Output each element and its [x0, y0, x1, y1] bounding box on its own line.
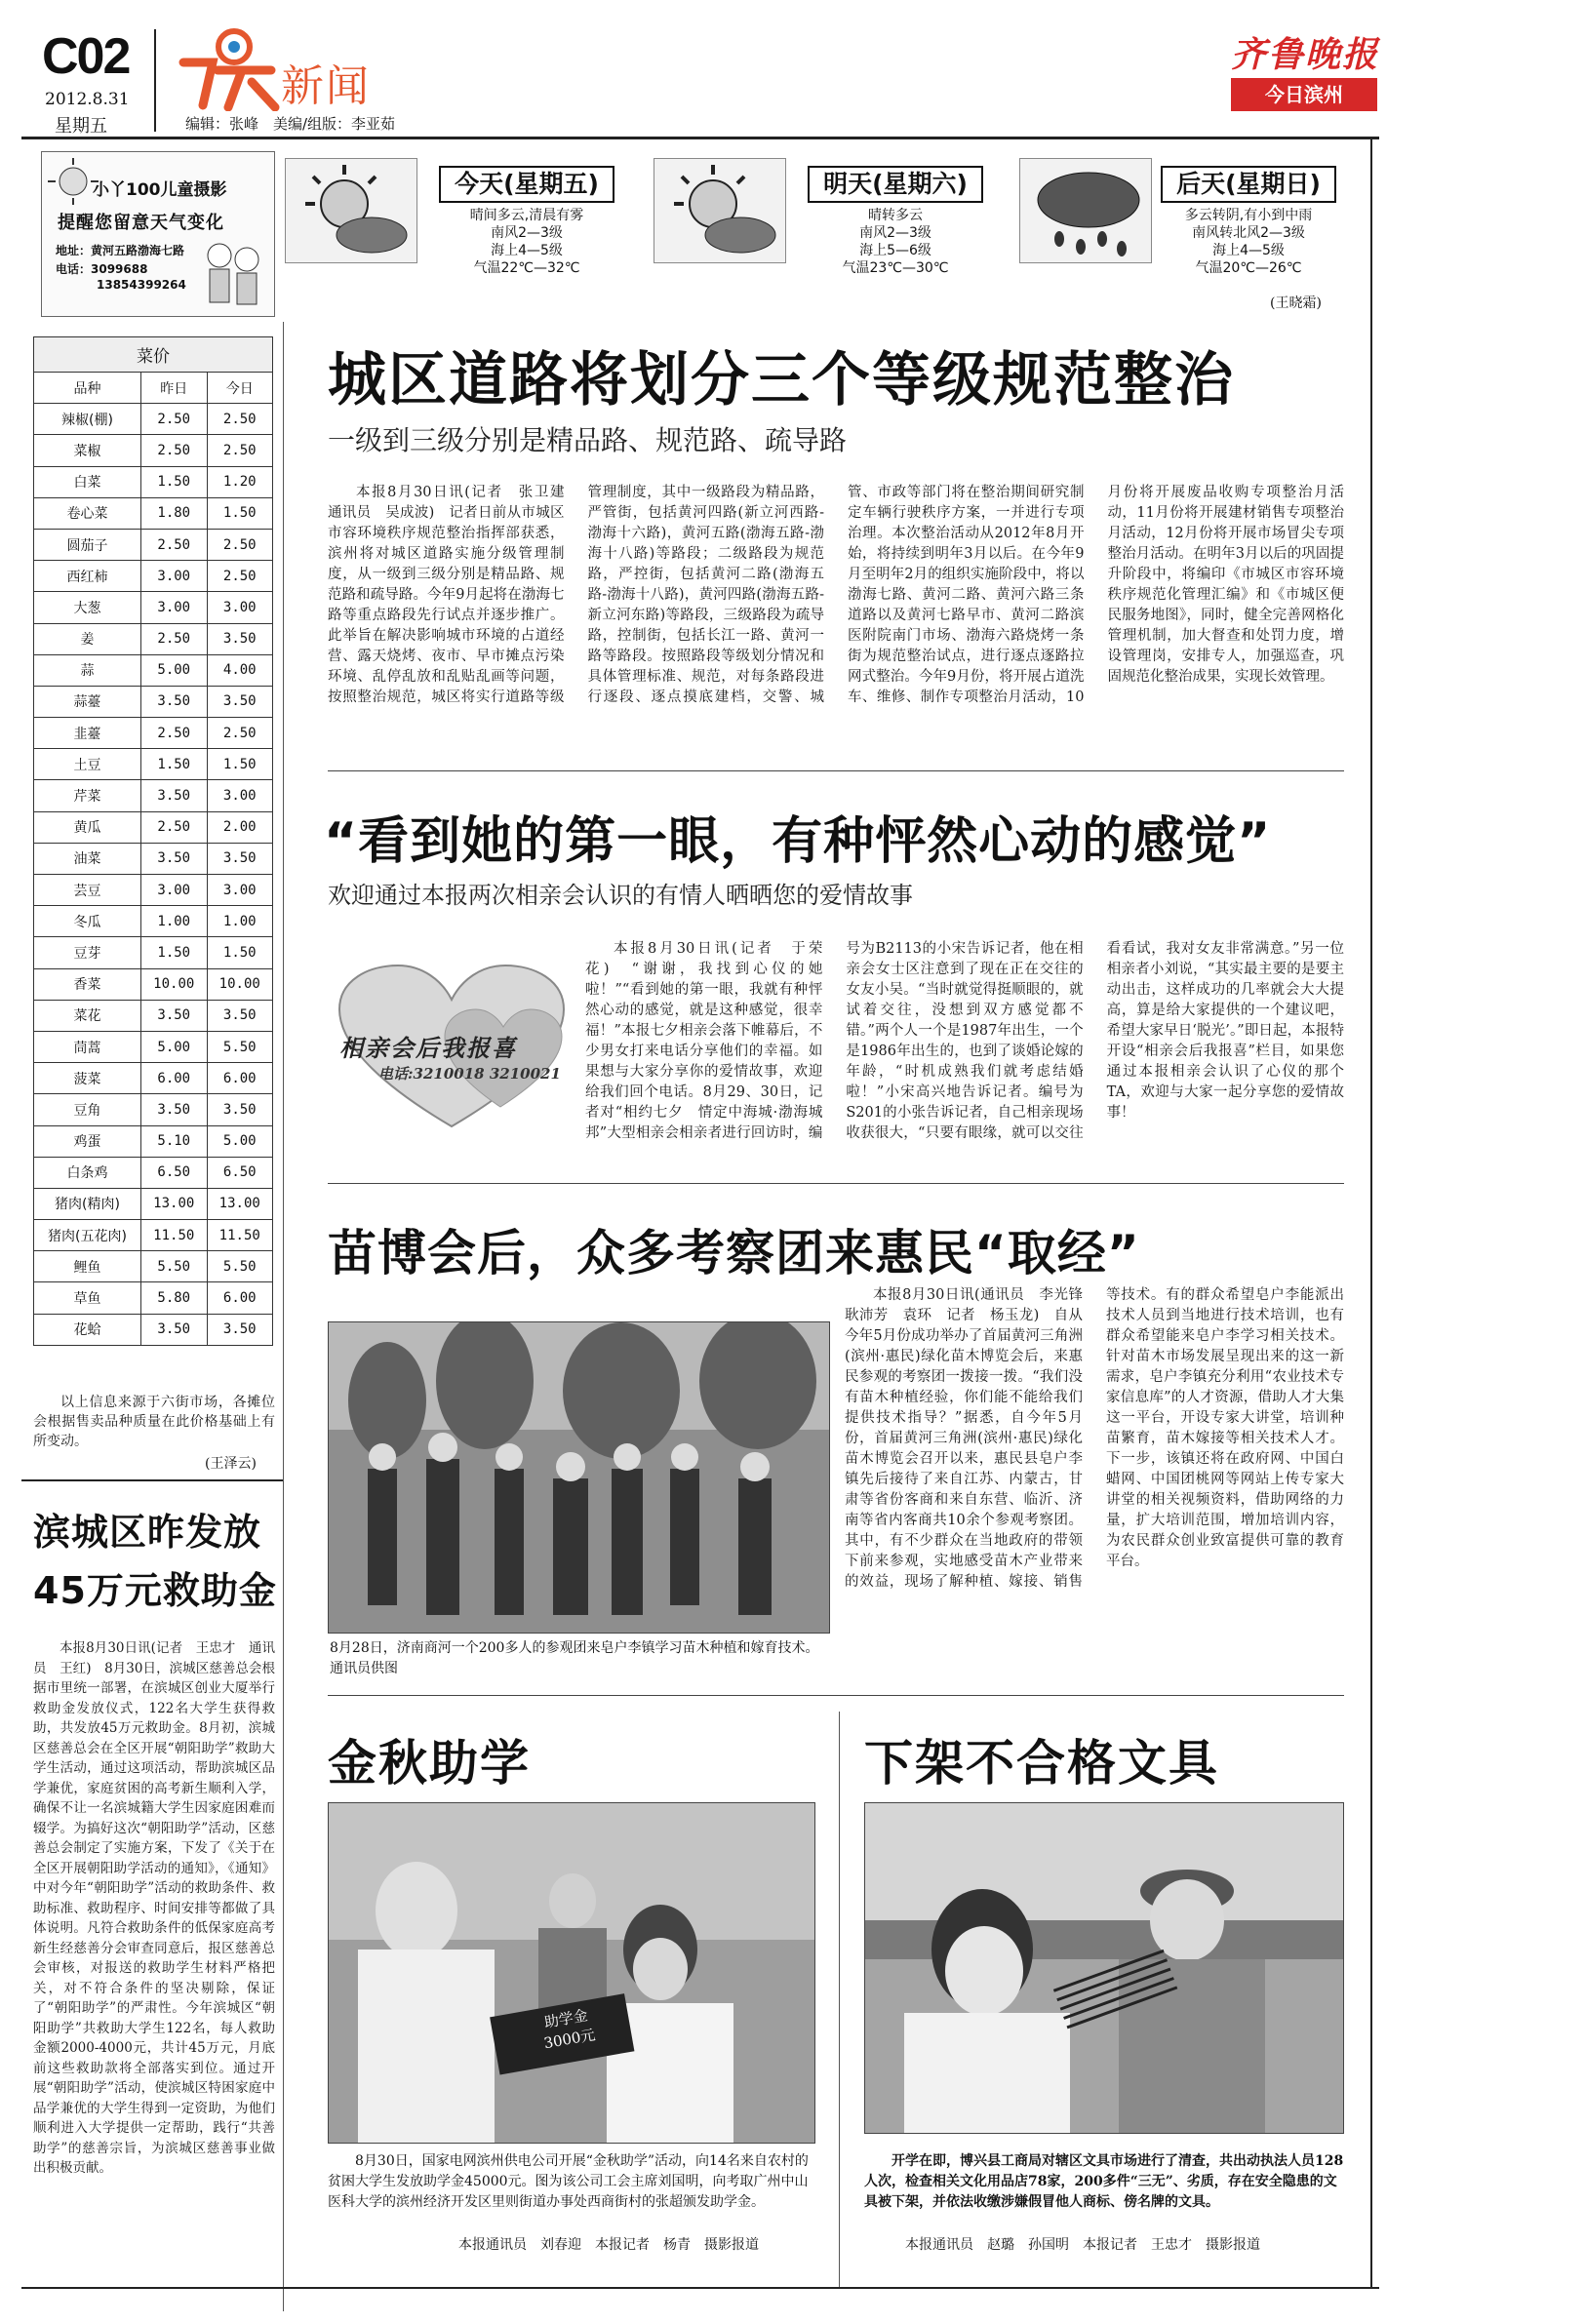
price-item: 鸡蛋 — [34, 1125, 141, 1157]
price-row — [34, 1094, 273, 1125]
price-table-title: 菜价 — [34, 337, 273, 373]
price-today: 1.20 — [207, 466, 273, 497]
article2-body — [585, 939, 1344, 1162]
price-today: 2.50 — [207, 404, 273, 435]
price-yesterday: 5.00 — [141, 654, 208, 686]
article6-headline: 下架不合格文具 — [864, 1735, 1219, 1792]
section-logo — [174, 23, 427, 111]
price-item: 猪肉(精肉) — [34, 1188, 141, 1219]
masthead-divider — [154, 29, 156, 132]
ad-box — [41, 151, 275, 317]
price-item: 大葱 — [34, 592, 141, 623]
price-yesterday: 2.50 — [141, 623, 208, 654]
price-today: 1.00 — [207, 906, 273, 937]
price-row — [34, 623, 273, 654]
price-item: 韭薹 — [34, 718, 141, 749]
price-row — [34, 592, 273, 623]
price-table — [33, 336, 273, 1346]
price-row — [34, 529, 273, 560]
price-today: 13.00 — [207, 1188, 273, 1219]
article3-caption: 8月28日，济南商河一个200多人的参观团来皂户李镇学习苗木种植和嫁育技术。 通讯员供图 — [330, 1640, 826, 1676]
price-yesterday: 3.00 — [141, 592, 208, 623]
weather-today-icon — [285, 158, 417, 263]
sun-cloud-icon — [286, 159, 417, 263]
article4-headline-line1: 滨城区昨发放 — [33, 1511, 262, 1554]
price-yesterday: 2.50 — [141, 404, 208, 435]
weather-today-details — [429, 207, 624, 277]
price-row — [34, 561, 273, 592]
weather-dayafter-wind: 南风转北风2—3级 — [1192, 225, 1305, 241]
price-yesterday: 2.50 — [141, 811, 208, 843]
price-today: 3.50 — [207, 843, 273, 874]
edition-badge: 今日滨州 — [1231, 78, 1377, 111]
price-yesterday: 1.50 — [141, 937, 208, 968]
price-today: 3.50 — [207, 1000, 273, 1031]
price-item: 黄瓜 — [34, 811, 141, 843]
article4-text: 本报8月30日讯(记者 王忠才 通讯员 王红) 8月30日，滨城区慈善总会根据市里统一部署，在滨城区创业大厦举行救助金发放仪式，122名大学生获得救助，共发放45万元救助金。8月初，滨城区慈善总会在全区开展“朝阳助学”救助大学生活动，通过这项活动，帮助滨城区品学兼优，家庭贫困的高考新生顺利入学，确保不让一名滨城籍大学生因家庭困难而辍学。为搞好这次“朝阳助学”活动，区慈善总会制定了实施方案，下发了《关于在全区开展朝阳助学活动的通知》，《通知》中对今年“朝阳助学”活动的救助条件、救助标准、救助程序、时间安排等都做了具体说明。凡符合救助条件的低保家庭高考新生经慈善分会审查同意后，报区慈善总会审核，对报送的救助学生材料严格把关，对不符合条件的坚决剔除，保证了“朝阳助学”的严肃性。今年滨城区“朝阳助学”共救助大学生122名，每人救助金额2000-4000元，共计45万元，月底前这些救助款将全部落实到位。通过开展“朝阳助学”活动，使滨城区特困家庭中品学兼优的大学生得到一定资助，为他们顺利进入大学提供一定帮助，践行“共善助学”的慈善宗旨，为滨城区慈善事业做出积极贡献。 — [33, 1640, 275, 2176]
weather-today-sea: 海上4—5级 — [491, 243, 563, 258]
weather-dayafter-temp: 气温20℃—26℃ — [1195, 260, 1302, 276]
price-today: 3.50 — [207, 1094, 273, 1125]
price-today: 1.50 — [207, 497, 273, 529]
ad-phone: 电话：3099688 — [56, 262, 148, 276]
price-yesterday: 1.00 — [141, 906, 208, 937]
price-yesterday: 5.50 — [141, 1251, 208, 1282]
price-row — [34, 1220, 273, 1251]
price-item: 辣椒(棚) — [34, 404, 141, 435]
editors-line: 编辑：张峰 美编/组版：李亚茹 — [185, 115, 396, 133]
price-row — [34, 1125, 273, 1157]
price-item: 菜椒 — [34, 435, 141, 466]
price-row — [34, 686, 273, 717]
price-item: 土豆 — [34, 749, 141, 780]
weather-tomorrow-wind: 南风2—3级 — [859, 225, 931, 241]
heart-phone: 电话:3210018 3210021 — [378, 1065, 561, 1083]
price-today: 6.00 — [207, 1063, 273, 1094]
price-today: 3.00 — [207, 592, 273, 623]
article3-rule — [328, 1695, 1344, 1696]
price-item: 猪肉(五花肉) — [34, 1220, 141, 1251]
article4-body — [33, 1638, 275, 2286]
stationery-inspection-photo-icon — [865, 1803, 1344, 2134]
price-yesterday: 3.00 — [141, 875, 208, 906]
price-yesterday: 3.50 — [141, 843, 208, 874]
price-today: 6.00 — [207, 1282, 273, 1314]
weather-today-cond: 晴间多云,清晨有雾 — [469, 208, 584, 223]
price-today: 2.50 — [207, 435, 273, 466]
price-item: 菠菜 — [34, 1063, 141, 1094]
weather-tomorrow-details — [798, 207, 993, 277]
page-code: C02 — [42, 28, 130, 85]
price-item: 卷心菜 — [34, 497, 141, 529]
price-yesterday: 3.00 — [141, 561, 208, 592]
section-logo-word: 新闻 — [281, 61, 371, 111]
price-yesterday: 1.80 — [141, 497, 208, 529]
ad-address: 地址：黄河五路渤海七路 — [56, 244, 185, 257]
price-row — [34, 1063, 273, 1094]
price-yesterday: 3.50 — [141, 686, 208, 717]
paper-name: 齐鲁晚报 — [1231, 34, 1380, 75]
price-row — [34, 1031, 273, 1062]
article1-headline: 城区道路将划分三个等级规范整治 — [328, 346, 1235, 414]
price-row — [34, 749, 273, 780]
price-today: 3.50 — [207, 623, 273, 654]
scholarship-photo-icon — [329, 1803, 815, 2144]
price-row — [34, 497, 273, 529]
price-note: 以上信息来源于六街市场，各摊位会根据售卖品种质量在此价格基础上有所变动。 — [33, 1395, 275, 1449]
sun-cloud-icon — [654, 159, 786, 263]
price-item: 西红柿 — [34, 561, 141, 592]
price-row — [34, 937, 273, 968]
price-today: 1.50 — [207, 937, 273, 968]
price-yesterday: 11.50 — [141, 1220, 208, 1251]
price-today: 5.50 — [207, 1251, 273, 1282]
price-row — [34, 1251, 273, 1282]
price-row — [34, 811, 273, 843]
price-yesterday: 13.00 — [141, 1188, 208, 1219]
price-today: 6.50 — [207, 1157, 273, 1188]
price-today: 11.50 — [207, 1220, 273, 1251]
price-today: 2.50 — [207, 718, 273, 749]
price-header-item: 品种 — [34, 373, 141, 404]
weather-dayafter-details — [1151, 207, 1346, 277]
price-today: 3.50 — [207, 1314, 273, 1345]
price-today: 3.50 — [207, 686, 273, 717]
price-yesterday: 3.50 — [141, 1000, 208, 1031]
issue-date: 2012.8.31 — [45, 90, 130, 109]
weather-credit: (王晓霜) — [1270, 295, 1322, 311]
article3-text: 本报8月30日讯(通讯员 李光锋 耿沛芳 袁环 记者 杨玉龙) 自从今年5月份成功举办了首届黄河三角洲(滨州·惠民)绿化苗木博览会后，来惠民参观的考察团一拨接一拨。“我们没有苗木种植经验，你们能不能给我们提供技术指导？”据悉，自今年5月份，首届黄河三角洲(滨州·惠民)绿化苗木博览会召开以来，惠民县皂户李镇先后接待了来自江苏、内蒙古，甘肃等省份客商和来自东营、临沂、济南等省内客商共10余个参观考察团。其中，有不少群众在当地政府的带领下前来参观，实地感受苗木产业带来的效益，现场了解种植、嫁接、销售等技术。有的群众希望皂户李能派出技术人员到当地进行技术培训，也有群众希望能来皂户李学习相关技术。针对苗木市场发展呈现出来的这一新需求，皂户李镇充分利用“农业技术专家信息库”的人才资源，借助人才大集这一平台，开设专家大讲堂，培训种苗繁育，苗木嫁接等相关技术人才。下一步，该镇还将在政府网、中国白蜡网、中国团桃网等网站上传专家大讲堂的相关视频资料，借助网络的力量，扩大培训范围，增加培训内容，为农民群众创业致富提供可靠的教育平台。 — [845, 1287, 1344, 1590]
price-today: 1.50 — [207, 749, 273, 780]
price-item: 花蛤 — [34, 1314, 141, 1345]
left-column-divider — [283, 322, 284, 2311]
price-today: 4.00 — [207, 654, 273, 686]
price-yesterday: 6.50 — [141, 1157, 208, 1188]
weather-today-label: 今天(星期五) — [439, 166, 614, 203]
price-today: 3.00 — [207, 780, 273, 811]
article2-text: 本报8月30日讯(记者 于荣花) “谢谢，我找到心仪的她啦！”“看到她的第一眼，我就有种怦然心动的感觉，就是这种感觉，很幸福！”本报七夕相亲会落下帷幕后，不少男女打来电话分享他们的幸福。如果想与大家分享你的爱情故事，欢迎给我们回个电话。8月29、30日，记者对“相约七夕 情定中海城·渤海城邦”大型相亲会相亲者进行回访时，编号为B2113的小宋告诉记者，他在相亲会女士区注意到了现在正在交往的女友小吴。“当时就觉得挺顺眼的，就试着交往，没想到双方感觉都不错。”两个人一个是1987年出生，一个是1986年出生的，也到了谈婚论嫁的年龄，“时机成熟我们就考虑结婚啦！”小宋高兴地告诉记者。编号为S201的小张告诉记者，自己相亲现场收获很大，“只要有眼缘，就可以交往看看试，我对女友非常满意。”另一位相亲者小刘说，“其实最主要的是要主动出击，这样成功的几率就会大大提高，算是给大家提供的一个建议吧，希望大家早日‘脱光’。”即日起，本报特开设“相亲会后我报喜”栏目，如果您通过本报相亲会认识了心仪的那个TA，欢迎与大家一起分享您的爱情故事！ — [585, 941, 1344, 1141]
ad-mobile: 13854399264 — [97, 278, 186, 292]
article2-rule — [328, 1183, 1344, 1184]
price-credit: (王泽云) — [205, 1456, 257, 1472]
price-header-yesterday: 昨日 — [141, 373, 208, 404]
heart-graphic — [330, 961, 574, 1136]
article1-subhead: 一级到三级分别是精品路、规范路、疏导路 — [328, 424, 848, 456]
article2-headline: “看到她的第一眼，有种怦然心动的感觉” — [324, 812, 1272, 871]
price-row — [34, 1314, 273, 1345]
weather-dayafter-icon — [1019, 158, 1152, 263]
price-yesterday: 3.50 — [141, 1314, 208, 1345]
weather-today-wind: 南风2—3级 — [491, 225, 563, 241]
price-row — [34, 466, 273, 497]
price-yesterday: 2.50 — [141, 435, 208, 466]
price-item: 油菜 — [34, 843, 141, 874]
price-item: 芸豆 — [34, 875, 141, 906]
price-row — [34, 843, 273, 874]
issue-weekday: 星期五 — [55, 116, 107, 137]
price-yesterday: 5.80 — [141, 1282, 208, 1314]
article3-photo — [328, 1321, 830, 1634]
price-header-today: 今日 — [207, 373, 273, 404]
price-item: 芹菜 — [34, 780, 141, 811]
price-item: 冬瓜 — [34, 906, 141, 937]
ad-title: 小丫100儿童摄影 — [93, 180, 227, 200]
price-item: 草鱼 — [34, 1282, 141, 1314]
price-item: 白菜 — [34, 466, 141, 497]
heart-title: 相亲会后我报喜 — [339, 1034, 517, 1062]
article6-caption: 开学在即，博兴县工商局对辖区文具市场进行了清查，共出动执法人员128人次，检查相关文化用品店78家，200多件“三无”、劣质，存在安全隐患的文具被下架，并依法收缴涉嫌假冒他人商标、傍名牌的文具。 — [864, 2153, 1344, 2210]
price-row — [34, 780, 273, 811]
article3-headline: 苗博会后，众多考察团来惠民“取经” — [328, 1225, 1140, 1281]
logo-eye-icon — [174, 23, 281, 111]
price-yesterday: 3.50 — [141, 1094, 208, 1125]
price-today: 2.00 — [207, 811, 273, 843]
price-today: 2.50 — [207, 561, 273, 592]
price-today: 5.50 — [207, 1031, 273, 1062]
price-item: 圆茄子 — [34, 529, 141, 560]
article1-body — [328, 483, 1344, 759]
article5-credit: 本报通讯员 刘春迎 本报记者 杨青 摄影报道 — [458, 2237, 759, 2253]
price-item: 豆角 — [34, 1094, 141, 1125]
price-row — [34, 1157, 273, 1188]
weather-dayafter-label: 后天(星期日) — [1161, 166, 1336, 203]
article4-headline-line2: 45万元救助金 — [33, 1569, 277, 1612]
price-row — [34, 1282, 273, 1314]
scholarship-board-text: 助学金 3000元 — [542, 2006, 597, 2053]
price-item: 茼蒿 — [34, 1031, 141, 1062]
price-today: 2.50 — [207, 529, 273, 560]
weather-dayafter-sea: 海上4—5级 — [1212, 243, 1285, 258]
article1-text: 本报8月30日讯(记者 张卫建 通讯员 吴成波) 记者日前从市城区市容环境秩序规范整治指挥部获悉，滨州将对城区道路实施分级管理制度，从一级到三级分别是精品路、规范路和疏导路。今年9月起将在渤海七路等重点路段先行试点并逐步推广。此举旨在解决影响城市环境的占道经营、露天烧烤、夜市、早市摊点污染环境、乱停乱放和乱贴乱画等问题，按照整治规范，城区将实行道路等级管理制度，其中一级路段为精品路，严管街，包括黄河四路(新立河西路-渤海十六路)，黄河五路(渤海五路-渤海十八路)等路段；二级路段为规范路，严控街，包括黄河二路(渤海五路-渤海十八路)，黄河四路(渤海五路-新立河东路)等路段，三级路段为疏导路，控制街，包括长江一路、黄河一路等路段。按照路段等级划分情况和具体管理标准、规范，对每条路段进行逐段、逐点摸底建档，交警、城管、市政等部门将在整治期间研究制定车辆行驶秩序方案，一并进行专项治理。本次整治活动从2012年8月开始，将持续到明年3月以后。在今年9月至明年2月的组织实施阶段中，将以渤海七路、黄河二路、黄河六路三条道路以及黄河七路早市、黄河二路滨医附院南门市场、渤海六路烧烤一条街为规范整治试点，进行逐点逐路拉网式整治。今年9月份，将开展占道洗车、维修、制作专项整治月活动，10月份将开展废品收购专项整治月活动，11月份将开展建材销售专项整治月活动，12月份将开展市场冒尖专项整治月活动。在明年3月以后的巩固提升阶段中，将编印《市城区市容环境秩序规范化管理汇编》和《市城区便民服务地图》，同时，健全完善网格化管理机制，加大督查和处罚力度，增设管理岗，安排专人，加强巡查，巩固规范化整治成果，实现长效管理。 — [328, 485, 1344, 705]
weather-tomorrow-icon — [654, 158, 786, 263]
price-yesterday: 1.50 — [141, 466, 208, 497]
article5-photo — [328, 1802, 815, 2144]
article2-subhead: 欢迎通过本报两次相亲会认识的有情人晒晒您的爱情故事 — [328, 882, 913, 909]
weather-today-temp: 气温22℃—32℃ — [473, 260, 580, 276]
article5-caption: 8月30日，国家电网滨州供电公司开展“金秋助学”活动，向14名来自农村的贫困大学生发放助学金45000元。图为该公司工会主席刘国明，向考取广州中山医科大学的滨州经济开发区里则街道办事处西商街村的张超颁发助学金。 — [328, 2153, 809, 2210]
weather-tomorrow-temp: 气温23℃—30℃ — [842, 260, 949, 276]
article5-headline: 金秋助学 — [328, 1735, 531, 1792]
weather-dayafter-cond: 多云转阴,有小到中雨 — [1184, 208, 1313, 223]
article1-rule — [328, 770, 1344, 771]
weather-tomorrow-label: 明天(星期六) — [808, 166, 983, 203]
weather-tomorrow-cond: 晴转多云 — [868, 208, 923, 223]
price-row — [34, 906, 273, 937]
price-row — [34, 1188, 273, 1219]
page-right-rule — [1370, 137, 1372, 2289]
price-row — [34, 435, 273, 466]
price-row — [34, 404, 273, 435]
page-bottom-rule — [21, 2287, 1379, 2289]
price-item: 鲤鱼 — [34, 1251, 141, 1282]
price-yesterday: 2.50 — [141, 718, 208, 749]
price-yesterday: 1.50 — [141, 749, 208, 780]
left-column-rule — [21, 1479, 283, 1481]
price-row — [34, 968, 273, 1000]
rain-cloud-icon — [1020, 159, 1152, 263]
price-item: 菜花 — [34, 1000, 141, 1031]
article6-credit: 本报通讯员 赵璐 孙国明 本报记者 王忠才 摄影报道 — [905, 2237, 1260, 2253]
price-item: 姜 — [34, 623, 141, 654]
price-today: 10.00 — [207, 968, 273, 1000]
price-item: 蒜薹 — [34, 686, 141, 717]
price-yesterday: 6.00 — [141, 1063, 208, 1094]
ad-slogan: 提醒您留意天气变化 — [58, 213, 224, 233]
price-item: 豆芽 — [34, 937, 141, 968]
article3-body — [845, 1285, 1344, 1685]
tree-nursery-photo-icon — [329, 1322, 830, 1634]
price-item: 蒜 — [34, 654, 141, 686]
price-item: 白条鸡 — [34, 1157, 141, 1188]
price-row — [34, 654, 273, 686]
article6-photo — [864, 1802, 1344, 2134]
kids-illustration-icon — [198, 238, 266, 314]
weather-tomorrow-sea: 海上5—6级 — [859, 243, 931, 258]
price-item: 香菜 — [34, 968, 141, 1000]
price-today: 3.00 — [207, 875, 273, 906]
price-yesterday: 5.10 — [141, 1125, 208, 1157]
price-row — [34, 1000, 273, 1031]
price-yesterday: 3.50 — [141, 780, 208, 811]
price-yesterday: 5.00 — [141, 1031, 208, 1062]
price-yesterday: 10.00 — [141, 968, 208, 1000]
price-row — [34, 875, 273, 906]
price-yesterday: 2.50 — [141, 529, 208, 560]
masthead-rule — [21, 137, 1379, 139]
price-row — [34, 718, 273, 749]
bottom-divider — [839, 1712, 840, 2287]
price-today: 5.00 — [207, 1125, 273, 1157]
